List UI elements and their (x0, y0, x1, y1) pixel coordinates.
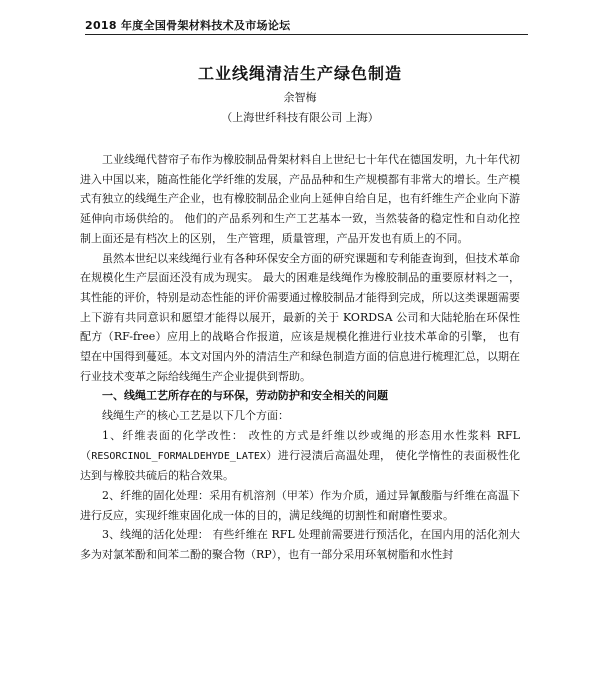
paragraph-surface-modification (80, 426, 520, 486)
article-title: 工业线绳清洁生产绿色制造 (197, 64, 402, 83)
paragraph-background: 虽然本世纪以来线绳行业有各种环保安全方面的研究课题和专利能查询到，但技术革命在规模化生产层面还没有成为现实。 最大的困难是线绳作为橡胶制品的重要原材料之一， 其性能的评价，特别是动态性能的评价需要通过橡胶制品才能得到完成，所以这类课题需要上下游有共同意识和愿望才能得以展开，最新的关于 KORDSA 公司和大陆轮胎在环保性配方（RF-free）应用上的战略合作报道，应该是规模化推进行业技术革命的引擎， 也有望在中国得到蔓延。本文对国内外的清洁生产和绿色制造方面的信息进行梳理汇总，以期在行业技术变革之际给线绳生产企业提供到帮助。 (80, 251, 520, 383)
section-heading-1: 一、线绳工艺所存在的与环保，劳动防护和安全相关的问题 (102, 389, 388, 403)
author-name: 余智梅 (283, 91, 317, 104)
surface-modification-text-b: ）进行浸渍后高温处理， 使化学惰性的表面极性化达到与橡胶共硫后的粘合效果。 (80, 448, 520, 483)
header-rule (85, 34, 528, 35)
author-affiliation: （上海世纤科技有限公司 上海） (221, 111, 379, 124)
paragraph-core-process: 线绳生产的核心工艺是以下几个方面： (102, 409, 289, 423)
paragraph-activation: 3、线绳的活化处理： 有些纤维在 RFL 处理前需要进行预活化，在国内用的活化剂大多为对氯苯酚和间苯二酚的聚合物（RP），也有一部分采用环氧树脂和水性封 (80, 528, 520, 562)
running-header: 2018 年度全国骨架材料技术及市场论坛 (85, 19, 291, 32)
paragraph-curing: 2、纤维的固化处理：采用有机溶剂（甲苯）作为介质，通过异氰酸脂与纤维在高温下进行反应，实现纤维束固化成一体的目的，满足线绳的切割性和耐磨性要求。 (80, 488, 520, 522)
surface-modification-text-a: 1、纤维表面的化学改性： 改性的方式是纤维以纱或绳的形态用水性浆料 RFL（ (80, 428, 520, 462)
paragraph-intro: 工业线绳代替帘子布作为橡胶制品骨架材料自上世纪七十年代在德国发明，九十年代初进入中国以来，随高性能化学纤维的发展，产品品种和生产规模都有非常大的增长。生产模式有独立的线绳生产企业，也有橡胶制品企业向上延伸自给自足，也有纤维生产企业向下游延伸向市场供给的。 他们的产品系列和生产工艺基本一致，当然装备的稳定性和自动化控制上面还是有档次上的区别， 生产管理，质量管理，产品开发也有质上的不同。 (80, 153, 520, 245)
article-body (80, 150, 520, 565)
rfl-code: RESORCINOL_FORMALDEHYDE_LATEX (91, 450, 266, 462)
